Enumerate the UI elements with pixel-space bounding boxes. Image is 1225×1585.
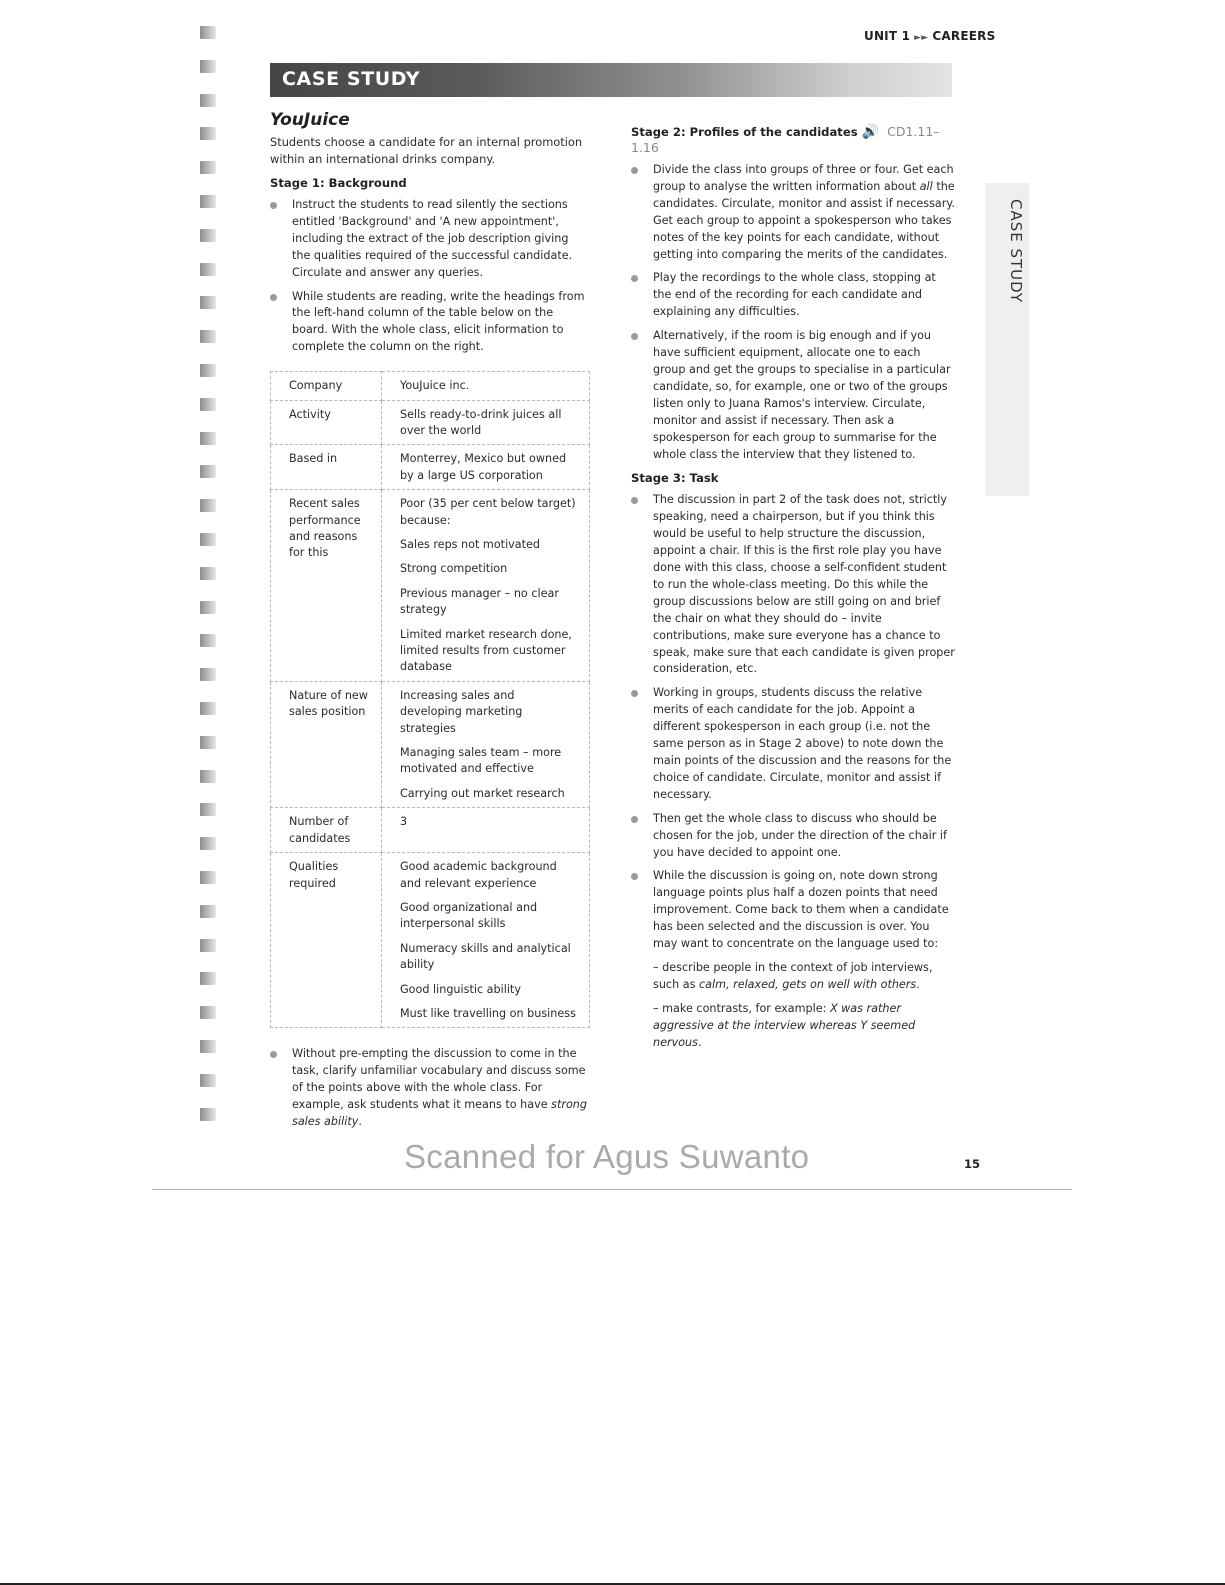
table-row bbox=[271, 400, 590, 445]
table-value: YouJuice inc. bbox=[400, 379, 470, 393]
banner-title: CASE STUDY bbox=[282, 68, 421, 90]
table-value: Must like travelling on business bbox=[400, 1006, 576, 1020]
binding-hole bbox=[200, 837, 216, 850]
stage-3-heading: Stage 3: Task bbox=[631, 471, 719, 486]
binding-hole bbox=[200, 296, 216, 309]
binding-hole bbox=[200, 871, 216, 884]
binding-hole bbox=[200, 229, 216, 242]
table-value: Carrying out market research bbox=[400, 786, 565, 800]
list-item: Play the recordings to the whole class, stopping at the end of the recording for each candidate and explaining any difficulties. bbox=[631, 270, 956, 321]
table-value-cell bbox=[382, 853, 590, 1028]
table-value: Good organizational and interpersonal skills bbox=[400, 900, 538, 931]
binding-hole bbox=[200, 330, 216, 343]
table-value: Poor (35 per cent below target) because: bbox=[400, 497, 576, 527]
list-item: Instruct the students to read silently the sections entitled 'Background' and 'A new appointment', including the extract of the job description giving the qualities required of the successful candidate. Circulate and answer any queries. bbox=[270, 197, 590, 282]
spiral-binding bbox=[200, 26, 220, 1141]
table-value: Strong competition bbox=[400, 562, 508, 576]
table-key-cell: Company bbox=[271, 372, 382, 400]
list-item: Alternatively, if the room is big enough and if you have sufficient equipment, allocate one to each group and get the groups to specialise in a particular candidate, so, for example, one or two of the groups listen only to Juana Ramos's interview. Circulate, monitor and assist if necessary. Then ask a spokesperson for each group to summarise for the whole class the interview that they listened to. bbox=[631, 328, 956, 463]
bullet-italic: all bbox=[919, 179, 933, 193]
page-bottom-rule bbox=[152, 1189, 1072, 1190]
page-number: 15 bbox=[964, 1157, 981, 1171]
list-item: The discussion in part 2 of the task does not, strictly speaking, need a chairperson, but if you think this would be useful to help structure the discussion, appoint a chair. If this is the first role play you have done with this class, choose a self-confident student to run the whole-class meeting. Do this while the group discussions below are still going on and brief the chair on what they should do – invite contributions, make sure everyone has a chance to speak, make sure that each candidate is given proper consideration, etc. bbox=[631, 492, 956, 678]
sub-point-text: – make contrasts, for example: bbox=[653, 1001, 827, 1015]
binding-hole bbox=[200, 770, 216, 783]
sub-point bbox=[653, 960, 956, 994]
scan-watermark: Scanned for Agus Suwanto bbox=[404, 1138, 810, 1175]
table-value-cell bbox=[382, 681, 590, 807]
case-study-banner bbox=[270, 63, 952, 97]
binding-hole bbox=[200, 905, 216, 918]
table-key-cell: Activity bbox=[271, 400, 382, 445]
unit-label: UNIT 1 bbox=[864, 29, 911, 43]
bullet-italic: strong sales ability bbox=[292, 1098, 587, 1128]
stage-2-title: Stage 2: Profiles of the candidates bbox=[631, 125, 858, 139]
binding-hole bbox=[200, 567, 216, 580]
binding-hole bbox=[200, 702, 216, 715]
sub-point-end: . bbox=[697, 1035, 702, 1049]
bullet-text: the candidates. Circulate, monitor and assist if necessary. Get each group to appoint a spokesperson who takes notes of the key points for each candidate, without getting into comparing the merits of the candidates. bbox=[653, 179, 955, 261]
binding-hole bbox=[200, 364, 216, 377]
binding-hole bbox=[200, 1108, 216, 1121]
table-key-cell: Qualities required bbox=[271, 853, 382, 1028]
side-tab-label: CASE STUDY bbox=[1007, 199, 1025, 304]
table-key-cell: Based in bbox=[271, 445, 382, 490]
case-title: YouJuice bbox=[270, 110, 350, 130]
binding-hole bbox=[200, 1074, 216, 1087]
binding-hole bbox=[200, 634, 216, 647]
binding-hole bbox=[200, 60, 216, 73]
binding-hole bbox=[200, 26, 216, 39]
list-item: Working in groups, students discuss the relative merits of each candidate for the job. Appoint a different spokesperson in each group (i.e. not the same person as in Stage 2 above) to note down the main points of the discussion and the reasons for the choice of candidate. Circulate, monitor and assist if necessary. bbox=[631, 685, 956, 803]
table-value: Previous manager – no clear strategy bbox=[400, 586, 559, 617]
left-column bbox=[270, 110, 590, 1138]
binding-hole bbox=[200, 533, 216, 546]
table-value: Good academic background and relevant experience bbox=[400, 860, 557, 890]
table-row bbox=[271, 372, 590, 400]
sub-point-italic: calm, relaxed, gets on well with others bbox=[698, 977, 917, 991]
table-value-cell bbox=[382, 490, 590, 682]
stage-1-final-list bbox=[270, 1046, 590, 1131]
table-value-cell bbox=[382, 400, 590, 445]
table-value: Managing sales team – more motivated and effective bbox=[400, 746, 562, 776]
list-item bbox=[631, 162, 956, 263]
table-value: Sells ready-to-drink juices all over the world bbox=[400, 407, 562, 437]
sub-point-italic: X was rather aggressive at the interview whereas Y seemed nervous bbox=[653, 1001, 916, 1049]
binding-hole bbox=[200, 601, 216, 614]
binding-hole bbox=[200, 1040, 216, 1053]
binding-hole bbox=[200, 972, 216, 985]
binding-hole bbox=[200, 263, 216, 276]
sub-point-text: – describe people in the context of job interviews, such as bbox=[653, 960, 933, 991]
table-row bbox=[271, 853, 590, 1028]
table-row bbox=[271, 681, 590, 807]
table-row bbox=[271, 490, 590, 682]
table-key-cell: Number of candidates bbox=[271, 808, 382, 853]
table-row bbox=[271, 808, 590, 853]
binding-hole bbox=[200, 736, 216, 749]
list-item: While students are reading, write the headings from the left-hand column of the table below on the board. With the whole class, elicit information to complete the column on the right. bbox=[270, 289, 590, 357]
stage-3-list bbox=[631, 492, 956, 1051]
binding-hole bbox=[200, 195, 216, 208]
binding-hole bbox=[200, 127, 216, 140]
binding-hole bbox=[200, 499, 216, 512]
binding-hole bbox=[200, 161, 216, 174]
stage-1-list bbox=[270, 197, 590, 356]
list-item: Then get the whole class to discuss who should be chosen for the job, under the direction of the chair if you have decided to appoint one. bbox=[631, 811, 956, 862]
binding-hole bbox=[200, 1006, 216, 1019]
table-value-cell bbox=[382, 372, 590, 400]
table-row bbox=[271, 445, 590, 490]
table-value: Limited market research done, limited results from customer database bbox=[400, 627, 572, 674]
background-table bbox=[270, 371, 590, 1028]
binding-hole bbox=[200, 94, 216, 107]
sub-point bbox=[653, 1001, 956, 1052]
table-value: 3 bbox=[400, 815, 408, 829]
list-item bbox=[270, 1046, 590, 1131]
double-arrow-icon: ►► bbox=[914, 33, 929, 43]
sub-point-end: . bbox=[916, 977, 920, 991]
stage-1-heading: Stage 1: Background bbox=[270, 176, 407, 190]
table-value-cell bbox=[382, 808, 590, 853]
unit-header bbox=[864, 29, 995, 43]
table-value: Good linguistic ability bbox=[400, 982, 521, 996]
table-key-cell: Recent sales performance and reasons for this bbox=[271, 490, 382, 682]
binding-hole bbox=[200, 398, 216, 411]
table-value-cell bbox=[382, 445, 590, 490]
side-tab bbox=[985, 183, 1029, 496]
case-intro: Students choose a candidate for an internal promotion within an international drinks company. bbox=[270, 135, 583, 166]
table-value: Monterrey, Mexico but owned by a large US corporation bbox=[400, 452, 567, 482]
table-value: Numeracy skills and analytical ability bbox=[400, 941, 571, 972]
list-item bbox=[631, 868, 956, 1051]
binding-hole bbox=[200, 465, 216, 478]
cd-track-label: CD1.11–1.16 bbox=[631, 124, 940, 155]
table-value: Sales reps not motivated bbox=[400, 538, 541, 551]
right-column bbox=[631, 116, 956, 1059]
table-value: Increasing sales and developing marketing strategies bbox=[400, 688, 523, 735]
binding-hole bbox=[200, 803, 216, 816]
binding-hole bbox=[200, 432, 216, 445]
binding-hole bbox=[200, 939, 216, 952]
bullet-text: Without pre-empting the discussion to come in the task, clarify unfamiliar vocabulary and discuss some of the points above with the whole class. For example, ask students what it means to have bbox=[292, 1047, 586, 1112]
speaker-icon: 🔊 bbox=[861, 124, 880, 140]
section-label: CAREERS bbox=[932, 29, 996, 43]
table-key-cell: Nature of new sales position bbox=[271, 681, 382, 807]
binding-hole bbox=[200, 668, 216, 681]
stage-2-list bbox=[631, 162, 956, 463]
bullet-end: . bbox=[358, 1114, 362, 1128]
bullet-text: Divide the class into groups of three or four. Get each group to analyse the written information about bbox=[653, 163, 954, 193]
stage-2-heading bbox=[631, 124, 956, 155]
bullet-text: While the discussion is going on, note down strong language points plus half a dozen points that need improvement. Come back to them when a candidate has been selected and the discussion is over. You may want to concentrate on the language used to: bbox=[653, 869, 949, 951]
